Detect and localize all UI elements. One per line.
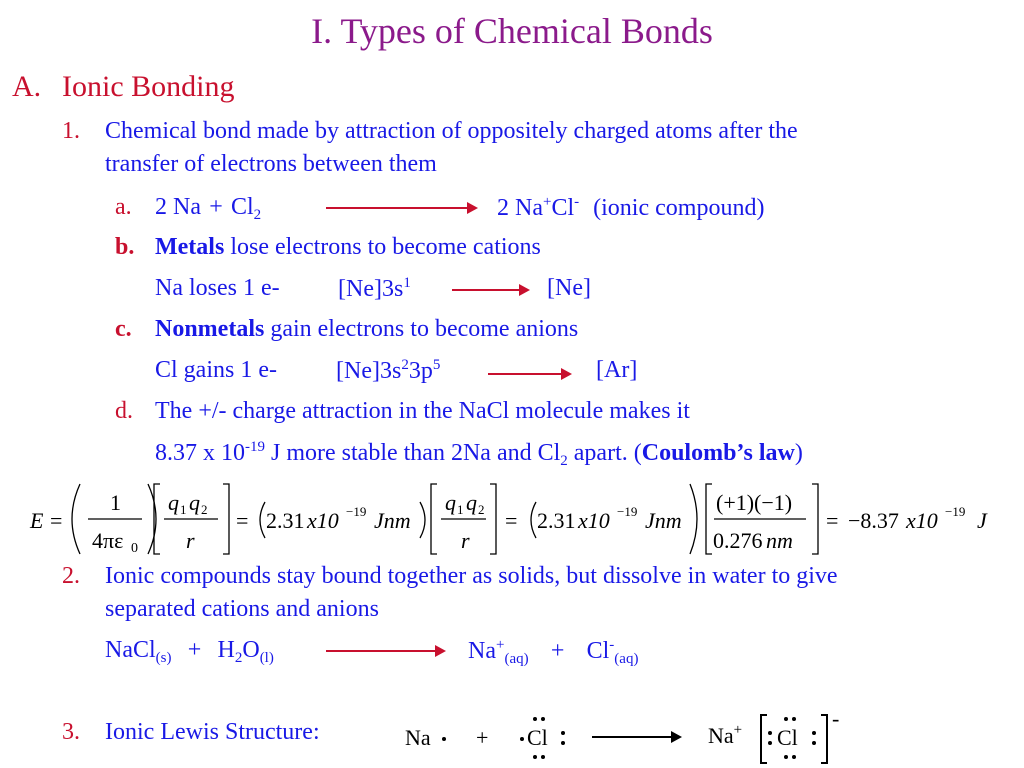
lewis-bracket-right	[821, 714, 828, 764]
lewis-product-cl-right-dot-1	[812, 731, 816, 735]
lewis-cl-right-dot-1	[561, 731, 565, 735]
h2o-o: O	[242, 637, 260, 663]
eq-exp-3: −19	[945, 504, 966, 519]
eq-result: −8.37	[848, 508, 899, 533]
dissolution-products	[468, 637, 638, 668]
dissolution-plus-1: +	[187, 637, 202, 663]
coulombs-law-term: Coulomb’s law	[641, 440, 795, 466]
cl-charge: -	[574, 194, 580, 210]
eq-const-1: 2.31	[266, 508, 305, 533]
lewis-cl-right-dot-2	[561, 741, 565, 745]
eq-q1-b-sub: 1	[457, 502, 464, 517]
lewis-na: Na	[405, 725, 431, 750]
item-1a-reactants	[155, 194, 261, 224]
item-2-line-2: separated cations and anions	[105, 596, 379, 622]
item-1c-rest: gain electrons to become anions	[264, 316, 579, 342]
cl-config-from	[336, 357, 440, 385]
eq-x10-1: x10	[307, 508, 339, 533]
na-charge: +	[542, 194, 552, 210]
item-1-line-2: transfer of electrons between them	[105, 151, 437, 177]
lewis-cl-left-dot	[520, 737, 524, 741]
bracket-right-2	[490, 484, 496, 554]
eq-distance-unit: nm	[766, 528, 793, 553]
na-config-from	[338, 275, 411, 303]
item-1b-marker: b.	[115, 234, 135, 260]
eq-exp-2: −19	[617, 504, 638, 519]
item-1b-text	[155, 234, 541, 261]
item-1d-line-2-d: )	[794, 440, 803, 466]
lewis-product-na-text: Na	[708, 723, 734, 748]
cl-ion-phase: (aq)	[614, 651, 639, 667]
item-1-line-1: Chemical bond made by attraction of oppositely charged atoms after the	[105, 118, 798, 144]
coulomb-equation	[0, 478, 1024, 560]
lewis-bracket-charge: -	[832, 706, 840, 731]
lewis-plus: +	[476, 725, 489, 750]
lewis-cl-bottom-dot-1	[533, 755, 537, 759]
eq-result-unit: J	[977, 508, 987, 533]
eq-unit-1: Jnm	[374, 508, 411, 533]
item-3-label: Ionic Lewis Structure:	[105, 719, 320, 745]
na-config-to: [Ne]	[547, 275, 591, 301]
lewis-arrow	[592, 736, 680, 738]
section-heading	[12, 70, 235, 104]
lewis-cl: Cl	[527, 725, 548, 750]
nacl-phase: (s)	[155, 650, 172, 666]
bracket-left-1	[154, 484, 160, 554]
item-1-number: 1.	[62, 118, 80, 144]
item-1a-marker: a.	[115, 194, 132, 220]
paren-right-1	[148, 484, 156, 554]
lewis-bracket-left	[760, 714, 767, 764]
eq-lhs: E	[30, 508, 44, 533]
paren-left-2	[260, 502, 265, 538]
eq-q1-b: q	[445, 490, 456, 515]
eq-eps-sub: 0	[131, 541, 138, 556]
item-1d-line-2	[155, 439, 803, 470]
eq-unit-2: Jnm	[645, 508, 682, 533]
reactant-cl: Cl	[230, 194, 254, 220]
item-2-line-1: Ionic compounds stay bound together as solids, but dissolve in water to give	[105, 563, 838, 589]
cl-config-b: 3p	[408, 358, 433, 384]
slide-title: I. Types of Chemical Bonds	[311, 11, 713, 51]
eq-r: r	[186, 528, 195, 553]
nacl-formula: NaCl	[105, 637, 156, 663]
lewis-product-cl-bottom-dot-1	[784, 755, 788, 759]
na-config-sup: 1	[403, 275, 411, 291]
eq-equals-2: =	[236, 508, 249, 533]
eq-x10-2: x10	[578, 508, 610, 533]
eq-q2-b-sub: 2	[478, 502, 485, 517]
nonmetals-term: Nonmetals	[155, 316, 265, 342]
cl2-subscript: 2	[560, 453, 568, 469]
eq-charges: (+1)(−1)	[716, 490, 793, 515]
cl-config-to: [Ar]	[596, 357, 638, 383]
eq-q2-b: q	[466, 490, 477, 515]
lewis-product-cl-top-dot-1	[784, 717, 788, 721]
na-loses-label: Na loses 1 e-	[155, 275, 280, 301]
plus-sign: +	[209, 194, 223, 220]
eq-equals-3: =	[505, 508, 518, 533]
item-1d-line-2-b: J more stable than 2Na and Cl	[265, 440, 561, 466]
item-3-number: 3.	[62, 719, 80, 745]
lewis-na-dot	[442, 737, 446, 741]
lewis-cl-top-dot-2	[541, 717, 545, 721]
section-marker: A.	[12, 70, 42, 103]
eq-q2-sub: 2	[201, 502, 208, 517]
product-cl: Cl	[551, 195, 575, 221]
section-label: Ionic Bonding	[62, 70, 235, 103]
lewis-product-cl-bottom-dot-2	[792, 755, 796, 759]
paren-right-2	[420, 502, 425, 538]
product-na: 2 Na	[497, 195, 543, 221]
bracket-left-2	[431, 484, 437, 554]
lewis-product-na	[708, 722, 742, 749]
lewis-product-na-charge: +	[733, 722, 743, 738]
eq-x10-3: x10	[906, 508, 938, 533]
item-1d-marker: d.	[115, 398, 133, 424]
cl-config-arrow	[488, 373, 570, 375]
cl-config-a-sup: 2	[401, 357, 409, 373]
lewis-product-cl: Cl	[777, 725, 798, 750]
paren-left-3	[531, 502, 536, 538]
item-1c-marker: c.	[115, 316, 132, 342]
eq-distance: 0.276	[713, 528, 763, 553]
bracket-left-3	[706, 484, 712, 554]
na-config-arrow	[452, 289, 528, 291]
dissolution-reactants	[105, 637, 274, 667]
cl-ion-charge: -	[609, 637, 615, 653]
dissolution-arrow	[326, 650, 444, 652]
cl-ion: Cl	[586, 638, 610, 664]
energy-exponent: -19	[245, 439, 265, 455]
bracket-right-1	[223, 484, 229, 554]
reactant-na: 2 Na	[155, 194, 201, 220]
lewis-product-cl-top-dot-2	[792, 717, 796, 721]
lewis-product-cl-left-dot-2	[768, 741, 772, 745]
paren-right-3	[690, 484, 697, 554]
eq-r-b: r	[461, 528, 470, 553]
lewis-cl-bottom-dot-2	[541, 755, 545, 759]
cl-subscript: 2	[253, 207, 262, 223]
eq-one: 1	[110, 490, 121, 515]
cl-gains-label: Cl gains 1 e-	[155, 357, 277, 383]
h2o-h: H	[217, 637, 235, 663]
item-1c-text	[155, 316, 578, 343]
eq-const-2: 2.31	[537, 508, 576, 533]
na-ion-phase: (aq)	[504, 651, 529, 667]
lewis-product-cl-right-dot-2	[812, 741, 816, 745]
h2o-sub: 2	[234, 650, 243, 666]
cl-config-a: [Ne]3s	[336, 358, 402, 384]
na-config-text: [Ne]3s	[338, 276, 404, 302]
lewis-cl-top-dot-1	[533, 717, 537, 721]
item-1d-line-2-c: apart. (	[567, 440, 642, 466]
reaction-arrow	[326, 207, 476, 209]
item-1d-line-1: The +/- charge attraction in the NaCl molecule makes it	[155, 398, 690, 424]
eq-equals-1: =	[50, 508, 63, 533]
eq-four-pi-eps: 4πε	[92, 528, 124, 553]
na-ion: Na	[468, 638, 496, 664]
lewis-product-cl-left-dot-1	[768, 731, 772, 735]
metals-term: Metals	[155, 234, 225, 260]
paren-left-1	[72, 484, 80, 554]
product-note: (ionic compound)	[593, 195, 765, 221]
h2o-phase: (l)	[259, 650, 274, 666]
eq-exp-1: −19	[346, 504, 367, 519]
item-1a-product	[497, 194, 764, 222]
na-ion-charge: +	[495, 637, 505, 653]
bracket-right-3	[812, 484, 818, 554]
item-1b-rest: lose electrons to become cations	[224, 234, 541, 260]
dissolution-plus-2: +	[550, 638, 565, 664]
eq-equals-4: =	[826, 508, 839, 533]
eq-q1: q	[168, 490, 179, 515]
item-2-number: 2.	[62, 563, 80, 589]
eq-q1-sub: 1	[180, 502, 187, 517]
cl-config-b-sup: 5	[432, 357, 441, 373]
energy-value: 8.37 x 10	[155, 440, 245, 466]
eq-q2: q	[189, 490, 200, 515]
